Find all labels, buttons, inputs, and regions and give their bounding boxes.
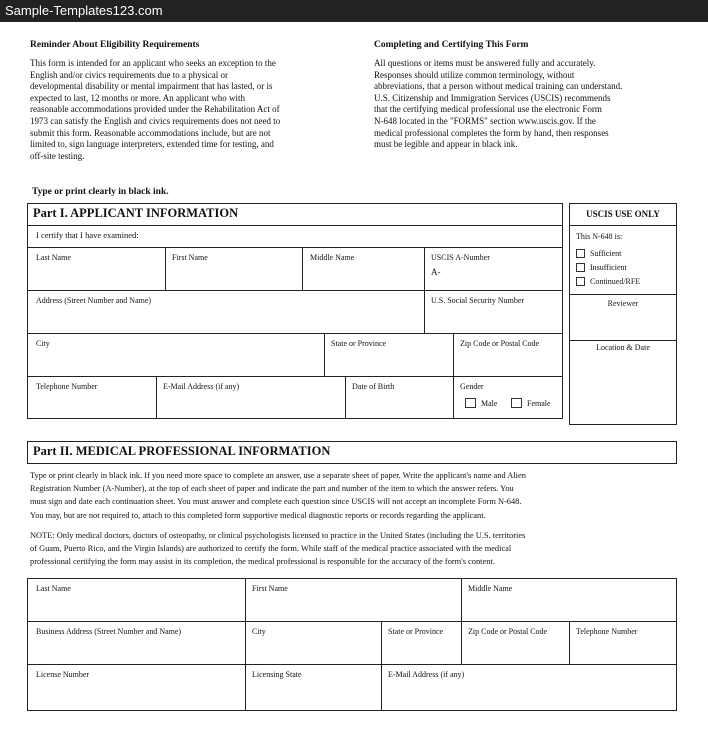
med-first-name-field[interactable] (246, 595, 460, 620)
sufficient-checkbox[interactable] (576, 249, 585, 258)
grid-line (27, 333, 563, 334)
med-last-name-label: Last Name (36, 584, 71, 593)
applicant-city-field[interactable] (28, 350, 323, 375)
zip-label: Zip Code or Postal Code (460, 339, 540, 348)
med-middle-name-label: Middle Name (468, 584, 513, 593)
gender-male-label: Male (481, 399, 498, 408)
part2-instructions: Type or print clearly in black ink. If you need more space to complete an answer, use a separate sheet of paper. Write the applicant's name and Alien Registration Number (A-Number), at the top of each sheet of paper and indicate the part and number of the item to which the answer refers. You must sign and date each continuation sheet. You must answer and complete each question since USCIS will not accept an incomplete Form N-648. You may, but are not required to, attach to this completed form supportive medical diagnostic reports or records regarding the applicant. (30, 471, 526, 520)
applicant-dob-field[interactable] (346, 393, 452, 418)
middle-name-label: Middle Name (310, 253, 355, 262)
part2-title: Part II. MEDICAL PROFESSIONAL INFORMATION (33, 444, 331, 458)
med-zip-label: Zip Code or Postal Code (468, 627, 548, 636)
gender-male-checkbox[interactable] (465, 398, 476, 408)
this-n648-label: This N-648 is: (576, 232, 623, 241)
grid-line (27, 621, 677, 622)
city-label: City (36, 339, 50, 348)
reviewer-field[interactable] (570, 310, 676, 339)
dob-label: Date of Birth (352, 382, 395, 391)
med-city-field[interactable] (246, 638, 380, 663)
address-label: Address (Street Number and Name) (36, 296, 152, 305)
license-number-field[interactable] (28, 681, 244, 709)
reminder-title: Reminder About Eligibility Requirements (30, 40, 200, 50)
uscis-divider (569, 340, 677, 341)
licensing-state-label: Licensing State (252, 670, 302, 679)
applicant-zip-field[interactable] (454, 350, 561, 375)
med-city-label: City (252, 627, 266, 636)
applicant-email-field[interactable] (157, 393, 344, 418)
location-date-field[interactable] (570, 354, 676, 422)
insufficient-checkbox[interactable] (576, 263, 585, 272)
watermark-text: Sample-Templates123.com (5, 3, 163, 18)
applicant-state-field[interactable] (325, 350, 452, 375)
med-email-field[interactable] (382, 681, 676, 709)
continued-rfe-label: Continued/RFE (590, 277, 641, 286)
a-number-prefix: A- (431, 267, 441, 277)
med-state-field[interactable] (382, 638, 460, 663)
ssn-label: U.S. Social Security Number (431, 296, 525, 305)
med-middle-name-field[interactable] (462, 595, 676, 620)
a-number-label: USCIS A-Number (431, 253, 490, 262)
gender-female-checkbox[interactable] (511, 398, 522, 408)
grid-line (27, 290, 563, 291)
gender-female-label: Female (527, 399, 551, 408)
state-label: State or Province (331, 339, 387, 348)
completing-title: Completing and Certifying This Form (374, 40, 529, 50)
applicant-ssn-field[interactable] (425, 307, 561, 332)
last-name-label: Last Name (36, 253, 71, 262)
business-address-label: Business Address (Street Number and Name) (36, 627, 182, 636)
med-email-label: E-Mail Address (if any) (388, 670, 465, 679)
med-state-label: State or Province (388, 627, 444, 636)
telephone-label: Telephone Number (36, 382, 98, 391)
email-label: E-Mail Address (if any) (163, 382, 240, 391)
license-number-label: License Number (36, 670, 90, 679)
type-print-note: Type or print clearly in black ink. (32, 187, 169, 197)
insufficient-label: Insufficient (590, 263, 627, 272)
med-telephone-label: Telephone Number (576, 627, 638, 636)
sufficient-label: Sufficient (590, 249, 622, 258)
location-date-label: Location & Date (596, 343, 650, 352)
licensing-state-field[interactable] (246, 681, 380, 709)
grid-line (424, 247, 425, 290)
part1-title: Part I. APPLICANT INFORMATION (33, 206, 239, 220)
reminder-text: This form is intended for an applicant who seeks an exception to the English and/or civics requirements due to a physical or developmental disability or mental impairment that has lasted, or is expected to last, 12 months or more. An applicant who with reasonable accommodations provided under the Rehabilitation Act of 1973 can satisfy the English and civics requirements does not need to submit this form. Reasonable accommodations include, but are not limited to, sign language interpreters, extended time for testing, and off-site testing. (30, 58, 281, 161)
med-zip-field[interactable] (462, 638, 568, 663)
applicant-address-field[interactable] (28, 307, 423, 332)
first-name-label: First Name (172, 253, 208, 262)
reviewer-label: Reviewer (607, 299, 639, 308)
uscis-divider (569, 294, 677, 295)
gender-label: Gender (460, 382, 484, 391)
completing-text: All questions or items must be answered fully and accurately. Responses should utilize common terminology, without abbreviations, that a person without medical training can understand. U.S. Citizenship and Immigration Services (USCIS) recommends that the certifying medical professional use the electronic Form N-648 located in the "FORMS" section www.uscis.gov. If the medical professional completes the form by hand, then responses must be legible and appear in black ink. (374, 58, 623, 150)
applicant-first-name-field[interactable] (166, 264, 301, 289)
part2-note: NOTE: Only medical doctors, doctors of osteopathy, or clinical psychologists licensed to practice in the United States (including the U.S. territories of Guam, Puerto Rico, and the Virgin Islands) are authorized to certify the form. While staff of the medical practice associated with the medical professional certifying the form may assist in its completion, the medical professional is responsible for the accuracy of the form's content. (30, 531, 526, 567)
applicant-last-name-field[interactable] (28, 264, 164, 289)
med-telephone-field[interactable] (570, 638, 676, 663)
grid-line (27, 376, 563, 377)
med-last-name-field[interactable] (28, 595, 244, 620)
grid-line (27, 664, 677, 665)
business-address-field[interactable] (28, 638, 244, 663)
applicant-a-number-field[interactable] (443, 264, 561, 289)
uscis-title: USCIS USE ONLY (586, 209, 660, 219)
applicant-telephone-field[interactable] (28, 393, 155, 418)
continued-rfe-checkbox[interactable] (576, 277, 585, 286)
certify-label: I certify that I have examined: (36, 230, 139, 240)
grid-line (453, 376, 454, 419)
applicant-middle-name-field[interactable] (303, 264, 423, 289)
med-first-name-label: First Name (252, 584, 288, 593)
